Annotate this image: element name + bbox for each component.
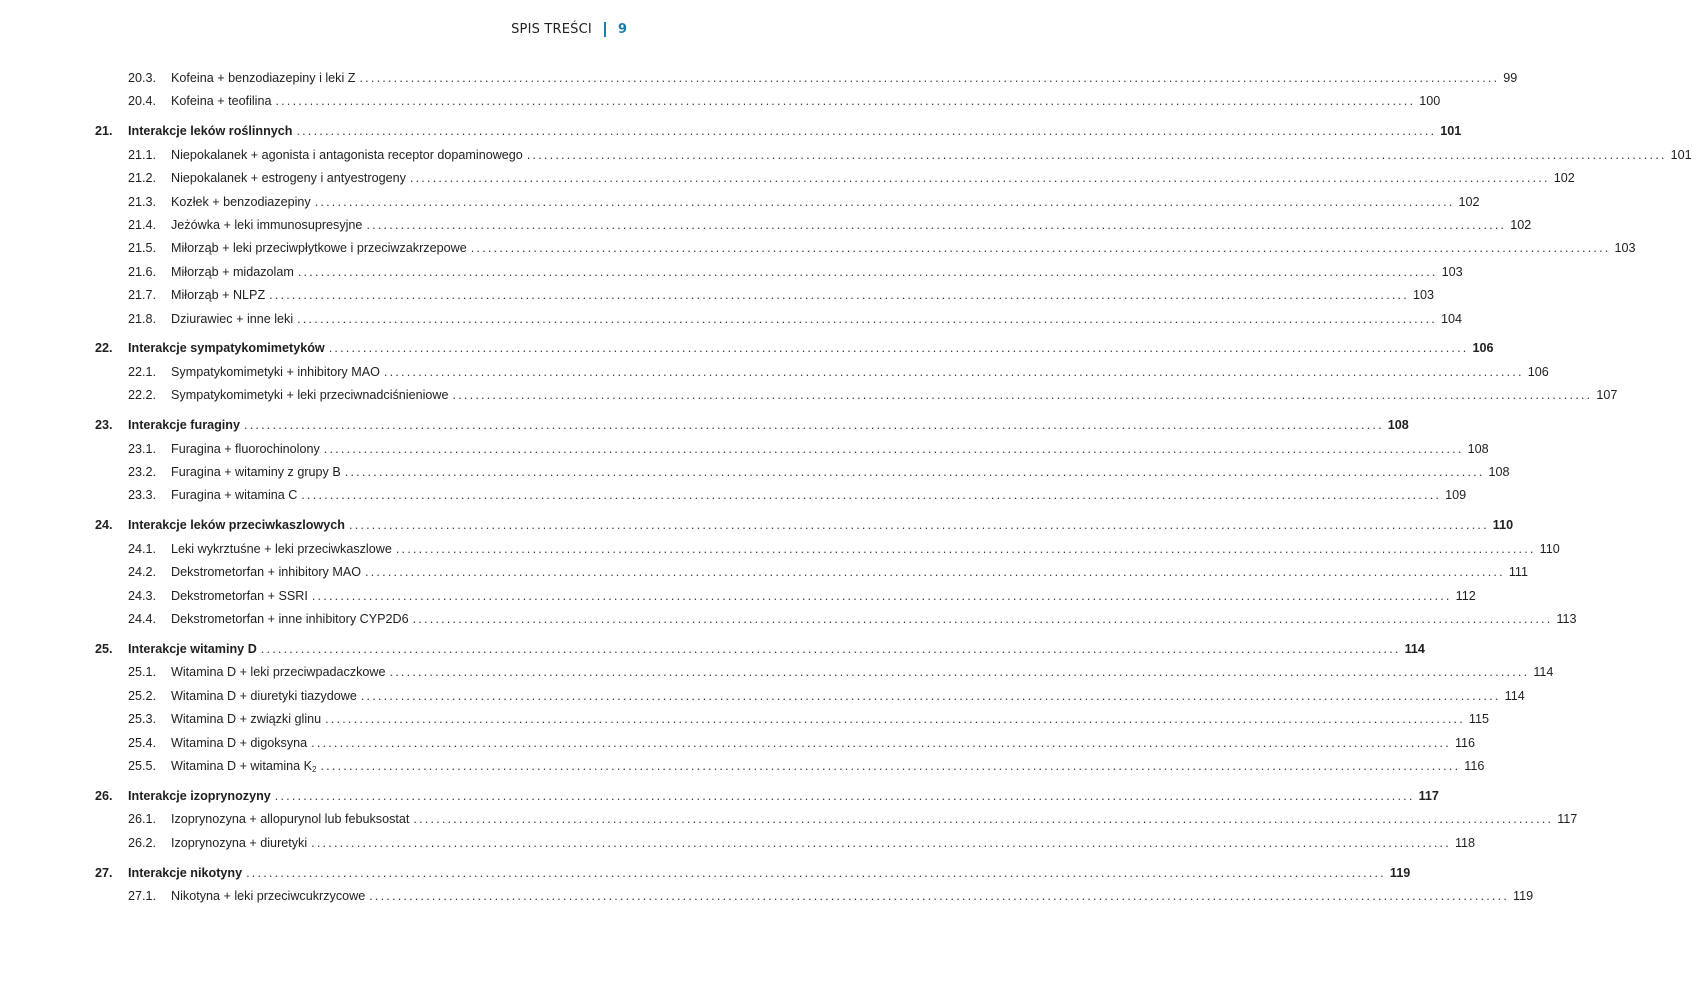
toc-subentry[interactable] bbox=[95, 361, 1549, 384]
dot-leader: ........................................................................................................................................................................................................ bbox=[311, 835, 1451, 850]
dot-leader: ........................................................................................................................................................................................................ bbox=[314, 194, 1455, 209]
toc-entry-title bbox=[171, 885, 365, 908]
toc-entry-title-text: Dekstrometorfan + inhibitory MAO bbox=[171, 565, 362, 580]
toc-entry-title bbox=[171, 538, 392, 561]
toc-entry-title bbox=[128, 120, 292, 143]
dot-leader: ........................................................................................................................................................................................................ bbox=[349, 518, 1489, 533]
toc-entry-number: 25. bbox=[95, 641, 113, 656]
toc-entry-number: 24.1. bbox=[128, 541, 157, 556]
toc-entry-number: 23.3. bbox=[128, 488, 157, 503]
toc-chapter-entry[interactable] bbox=[95, 414, 1409, 437]
toc-entry-title-text: Sympatykomimetyki + inhibitory MAO bbox=[171, 364, 380, 379]
toc-subentry[interactable] bbox=[95, 885, 1534, 908]
toc-entry-title-text: Furagina + witamina C bbox=[171, 488, 298, 503]
dot-leader: ........................................................................................................................................................................................................ bbox=[244, 418, 1384, 433]
toc-entry-title-text: Furagina + fluorochinolony bbox=[171, 441, 320, 456]
toc-entry-number: 22. bbox=[95, 341, 113, 356]
toc-entry-number: 21.3. bbox=[128, 194, 157, 209]
toc-entry-page: 101 bbox=[1440, 124, 1462, 139]
toc-entry-number: 21.5. bbox=[128, 241, 157, 256]
toc-entry-page: 117 bbox=[1418, 788, 1439, 803]
toc-entry-title bbox=[171, 384, 449, 407]
toc-entry-title-text: Leki wykrztuśne + leki przeciwkaszlowe bbox=[171, 541, 392, 556]
toc-subentry[interactable] bbox=[95, 167, 1575, 190]
toc-entry-page: 117 bbox=[1557, 812, 1578, 827]
header-page-number: 9 bbox=[617, 21, 627, 37]
toc-entry-title-text: Kozłek + benzodiazepiny bbox=[171, 194, 311, 209]
toc-entry-number: 23.1. bbox=[128, 441, 157, 456]
header-title: SPIS TREŚCI bbox=[511, 21, 592, 37]
toc-entry-page: 119 bbox=[1389, 865, 1411, 880]
toc-entry-title bbox=[171, 67, 355, 90]
toc-chapter-entry[interactable] bbox=[95, 638, 1425, 661]
toc-entry-page: 102 bbox=[1458, 194, 1480, 209]
toc-entry-number: 20.4. bbox=[128, 94, 157, 109]
toc-entry-number: 24.3. bbox=[128, 588, 157, 603]
toc-entry-title bbox=[128, 862, 242, 885]
dot-leader: ........................................................................................................................................................................................................ bbox=[359, 71, 1500, 85]
dot-leader: ........................................................................................................................................................................................................ bbox=[301, 488, 1442, 503]
toc-entry-title bbox=[171, 261, 294, 284]
toc-entry-page: 114 bbox=[1404, 641, 1425, 656]
toc-entry-title bbox=[171, 144, 523, 167]
toc-entry-title bbox=[171, 808, 409, 831]
toc-entry-title bbox=[128, 785, 271, 808]
toc-entry-page: 113 bbox=[1556, 611, 1577, 626]
toc-entry-number: 25.2. bbox=[128, 688, 157, 703]
dot-leader: ........................................................................................................................................................................................................ bbox=[413, 812, 1554, 827]
toc-entry-page: 103 bbox=[1614, 241, 1636, 256]
toc-entry-page: 114 bbox=[1504, 688, 1525, 703]
toc-subentry[interactable] bbox=[95, 461, 1510, 484]
toc-entry-number: 25.5. bbox=[128, 758, 157, 773]
toc-chapter-entry[interactable] bbox=[95, 862, 1411, 885]
toc-entry-page: 108 bbox=[1467, 441, 1489, 456]
dot-leader: ........................................................................................................................................................................................................ bbox=[452, 388, 1593, 403]
dot-leader: ........................................................................................................................................................................................................ bbox=[526, 147, 1667, 162]
toc-entry-page: 106 bbox=[1472, 341, 1494, 356]
dot-leader: ........................................................................................................................................................................................................ bbox=[274, 788, 1415, 803]
toc-entry-page: 111 bbox=[1508, 565, 1528, 580]
toc-entry-number: 25.1. bbox=[128, 665, 157, 680]
toc-entry-title-text: Dziurawiec + inne leki bbox=[171, 311, 294, 326]
toc-subentry[interactable] bbox=[95, 585, 1476, 608]
dot-leader: ........................................................................................................................................................................................................ bbox=[323, 441, 1464, 456]
toc-entry-title-text: Kofeina + teofilina bbox=[171, 94, 272, 109]
toc-entry-title bbox=[171, 167, 406, 190]
toc-entry-title bbox=[171, 191, 311, 214]
toc-entry-page: 108 bbox=[1387, 418, 1409, 433]
toc-entry-title-text: Witamina D + witamina K bbox=[171, 758, 313, 773]
toc-entry-title bbox=[171, 214, 362, 237]
toc-entry-number: 27. bbox=[95, 865, 113, 880]
toc-entry-title-text: Interakcje sympatykomimetyków bbox=[128, 341, 325, 356]
toc-entry-title bbox=[171, 708, 321, 731]
toc-entry-title-text: Miłorząb + leki przeciwpłytkowe i przeciwzakrzepowe bbox=[171, 241, 467, 256]
toc-subentry[interactable] bbox=[95, 438, 1489, 461]
dot-leader: ........................................................................................................................................................................................................ bbox=[297, 264, 1438, 279]
toc-entry-page: 110 bbox=[1492, 518, 1514, 533]
toc-entry-title bbox=[171, 661, 386, 684]
toc-entry-title-text: Niepokalanek + agonista i antagonista receptor dopaminowego bbox=[171, 147, 523, 162]
toc-entry-number: 24.2. bbox=[128, 565, 157, 580]
toc-entry-title-text: Izoprynozyna + diuretyki bbox=[171, 835, 308, 850]
dot-leader: ........................................................................................................................................................................................................ bbox=[260, 641, 1401, 656]
toc-entry-title bbox=[171, 484, 297, 507]
dot-leader: ........................................................................................................................................................................................................ bbox=[325, 712, 1465, 727]
toc-entry-title-text: Nikotyna + leki przeciwcukrzycowe bbox=[171, 889, 366, 904]
toc-entry-title-text: Niepokalanek + estrogeny i antyestrogeny bbox=[171, 171, 406, 186]
toc-entry-title bbox=[171, 732, 307, 755]
toc-entry-page: 108 bbox=[1488, 465, 1510, 480]
toc-entry-title bbox=[128, 638, 257, 661]
toc-subentry[interactable] bbox=[95, 261, 1463, 284]
dot-leader: ........................................................................................................................................................................................................ bbox=[470, 241, 1611, 256]
toc-entry-page: 102 bbox=[1553, 171, 1575, 186]
toc-entry-title-text: Kofeina + benzodiazepiny i leki Z bbox=[171, 71, 356, 85]
toc-entry-number: 21.6. bbox=[128, 264, 157, 279]
toc-subentry[interactable] bbox=[95, 755, 1485, 778]
toc-subentry[interactable] bbox=[95, 308, 1462, 331]
toc-entry-number: 21.2. bbox=[128, 171, 157, 186]
toc-chapter-entry[interactable] bbox=[95, 337, 1494, 360]
toc-entry-number: 25.3. bbox=[128, 712, 157, 727]
toc-entry-page: 102 bbox=[1510, 217, 1532, 232]
toc-entry-title-text: Miłorząb + NLPZ bbox=[171, 288, 266, 303]
toc-entry-title bbox=[171, 832, 307, 855]
dot-leader: ........................................................................................................................................................................................................ bbox=[383, 364, 1524, 379]
toc-entry-number: 20.3. bbox=[128, 71, 157, 85]
dot-leader: ........................................................................................................................................................................................................ bbox=[389, 665, 1530, 680]
toc-chapter-entry[interactable] bbox=[95, 785, 1439, 808]
toc-entry-page: 109 bbox=[1445, 488, 1467, 503]
toc-entry-title bbox=[171, 284, 265, 307]
toc-entry-number: 26.1. bbox=[128, 812, 157, 827]
dot-leader: ........................................................................................................................................................................................................ bbox=[365, 565, 1505, 580]
toc-entry-number: 27.1. bbox=[128, 889, 157, 904]
toc-chapter-entry[interactable] bbox=[95, 120, 1462, 143]
toc-entry-title bbox=[171, 561, 361, 584]
toc-entry-title bbox=[171, 608, 409, 631]
toc-entry-title-text: Miłorząb + midazolam bbox=[171, 264, 294, 279]
toc-entry-number: 24. bbox=[95, 518, 113, 533]
toc-subentry[interactable] bbox=[95, 67, 1518, 90]
dot-leader: ........................................................................................................................................................................................................ bbox=[344, 465, 1485, 480]
toc-entry-subscript: 2 bbox=[312, 764, 317, 774]
toc-entry-number: 24.4. bbox=[128, 611, 157, 626]
toc-entry-title-text: Interakcje witaminy D bbox=[128, 641, 257, 656]
toc-entry-number: 21. bbox=[95, 124, 113, 139]
toc-entry-title-text: Interakcje izoprynozyny bbox=[128, 788, 271, 803]
toc-entry-title bbox=[171, 461, 341, 484]
toc-entry-page: 99 bbox=[1503, 71, 1518, 85]
toc-subentry[interactable] bbox=[95, 144, 1692, 167]
toc-entry-title-text: Interakcje leków przeciwkaszlowych bbox=[128, 518, 345, 533]
toc-entry-page: 103 bbox=[1412, 288, 1434, 303]
toc-subentry[interactable] bbox=[95, 384, 1618, 407]
toc-chapter-entry[interactable] bbox=[95, 514, 1514, 537]
toc-entry-page: 112 bbox=[1455, 588, 1476, 603]
toc-entry-title-text: Sympatykomimetyki + leki przeciwnadciśnieniowe bbox=[171, 388, 449, 403]
toc-entry-title bbox=[171, 585, 308, 608]
toc-entry-page: 100 bbox=[1419, 94, 1441, 109]
toc-subentry[interactable] bbox=[95, 484, 1467, 507]
toc-entry-title-text: Izoprynozyna + allopurynol lub febuksostat bbox=[171, 812, 410, 827]
toc-subentry[interactable] bbox=[95, 237, 1636, 260]
toc-entry-page: 116 bbox=[1464, 758, 1485, 773]
toc-subentry[interactable] bbox=[95, 661, 1554, 684]
toc-subentry[interactable] bbox=[95, 214, 1532, 237]
dot-leader: ........................................................................................................................................................................................................ bbox=[297, 311, 1437, 326]
toc-subentry[interactable] bbox=[95, 732, 1476, 755]
toc-entry-title bbox=[128, 414, 240, 437]
toc-entry-number: 21.1. bbox=[128, 147, 157, 162]
toc-entry-page: 110 bbox=[1539, 541, 1560, 556]
toc-entry-title-text: Dekstrometorfan + inne inhibitory CYP2D6 bbox=[171, 611, 409, 626]
dot-leader: ........................................................................................................................................................................................................ bbox=[409, 171, 1550, 186]
toc-subentry[interactable] bbox=[95, 832, 1476, 855]
toc-entry-number: 23.2. bbox=[128, 465, 157, 480]
toc-entry-title bbox=[171, 237, 467, 260]
toc-subentry[interactable] bbox=[95, 708, 1489, 731]
dot-leader: ........................................................................................................................................................................................................ bbox=[369, 889, 1510, 904]
toc-entry-title-text: Witamina D + diuretyki tiazydowe bbox=[171, 688, 357, 703]
toc-entry-title-text: Jeżówka + leki immunosupresyjne bbox=[171, 217, 363, 232]
toc-subentry[interactable] bbox=[95, 685, 1525, 708]
toc-entry-title bbox=[128, 337, 325, 360]
toc-entry-title bbox=[171, 755, 316, 781]
dot-leader: ........................................................................................................................................................................................................ bbox=[311, 735, 1451, 750]
toc-entry-title-text: Furagina + witaminy z grupy B bbox=[171, 465, 341, 480]
toc-entry-title bbox=[171, 361, 380, 384]
header-divider bbox=[604, 22, 606, 37]
toc-entry-page: 104 bbox=[1440, 311, 1462, 326]
toc-entry-title bbox=[171, 308, 293, 331]
toc-entry-number: 26. bbox=[95, 788, 113, 803]
toc-subentry[interactable] bbox=[95, 284, 1434, 307]
toc-entry-page: 106 bbox=[1527, 364, 1549, 379]
toc-entry-title-text: Dekstrometorfan + SSRI bbox=[171, 588, 308, 603]
dot-leader: ........................................................................................................................................................................................................ bbox=[328, 341, 1469, 356]
toc-subentry[interactable] bbox=[95, 538, 1560, 561]
toc-subentry[interactable] bbox=[95, 90, 1441, 113]
toc-entry-page: 115 bbox=[1468, 712, 1489, 727]
toc-entry-title bbox=[128, 514, 345, 537]
toc-subentry[interactable] bbox=[95, 608, 1577, 631]
running-header bbox=[511, 18, 627, 40]
toc-subentry[interactable] bbox=[95, 808, 1578, 831]
toc-entry-title-text: Interakcje furaginy bbox=[128, 418, 240, 433]
toc-entry-number: 21.7. bbox=[128, 288, 157, 303]
toc-entry-number: 26.2. bbox=[128, 835, 157, 850]
toc-entry-title-text: Witamina D + leki przeciwpadaczkowe bbox=[171, 665, 386, 680]
toc-entry-number: 21.8. bbox=[128, 311, 157, 326]
dot-leader: ........................................................................................................................................................................................................ bbox=[395, 541, 1536, 556]
toc-subentry[interactable] bbox=[95, 191, 1480, 214]
toc-entry-title-text: Interakcje leków roślinnych bbox=[128, 124, 293, 139]
toc-entry-number: 23. bbox=[95, 418, 113, 433]
toc-entry-page: 101 bbox=[1670, 147, 1692, 162]
dot-leader: ........................................................................................................................................................................................................ bbox=[246, 865, 1386, 880]
toc-entry-page: 119 bbox=[1513, 889, 1534, 904]
toc-entry-page: 114 bbox=[1533, 665, 1554, 680]
toc-entry-page: 116 bbox=[1454, 735, 1476, 750]
dot-leader: ........................................................................................................................................................................................................ bbox=[311, 588, 1452, 603]
toc-subentry[interactable] bbox=[95, 561, 1528, 584]
toc-entry-number: 21.4. bbox=[128, 217, 157, 232]
toc-entry-title bbox=[171, 438, 320, 461]
dot-leader: ........................................................................................................................................................................................................ bbox=[412, 611, 1553, 626]
toc-entry-title-text: Witamina D + związki glinu bbox=[171, 712, 322, 727]
dot-leader: ........................................................................................................................................................................................................ bbox=[320, 758, 1461, 773]
dot-leader: ........................................................................................................................................................................................................ bbox=[360, 688, 1501, 703]
toc-entry-number: 25.4. bbox=[128, 735, 157, 750]
dot-leader: ........................................................................................................................................................................................................ bbox=[269, 288, 1409, 303]
toc-entry-title bbox=[171, 90, 271, 113]
toc-entry-title bbox=[171, 685, 357, 708]
table-of-contents bbox=[95, 67, 1692, 908]
dot-leader: ........................................................................................................................................................................................................ bbox=[366, 217, 1507, 232]
toc-entry-title-text: Witamina D + digoksyna bbox=[171, 735, 308, 750]
toc-entry-title-text: Interakcje nikotyny bbox=[128, 865, 243, 880]
dot-leader: ........................................................................................................................................................................................................ bbox=[296, 124, 1437, 139]
toc-entry-page: 107 bbox=[1596, 388, 1618, 403]
dot-leader: ........................................................................................................................................................................................................ bbox=[275, 94, 1416, 109]
toc-entry-number: 22.1. bbox=[128, 364, 157, 379]
toc-entry-page: 103 bbox=[1441, 264, 1463, 279]
toc-entry-page: 118 bbox=[1454, 835, 1476, 850]
toc-entry-number: 22.2. bbox=[128, 388, 157, 403]
